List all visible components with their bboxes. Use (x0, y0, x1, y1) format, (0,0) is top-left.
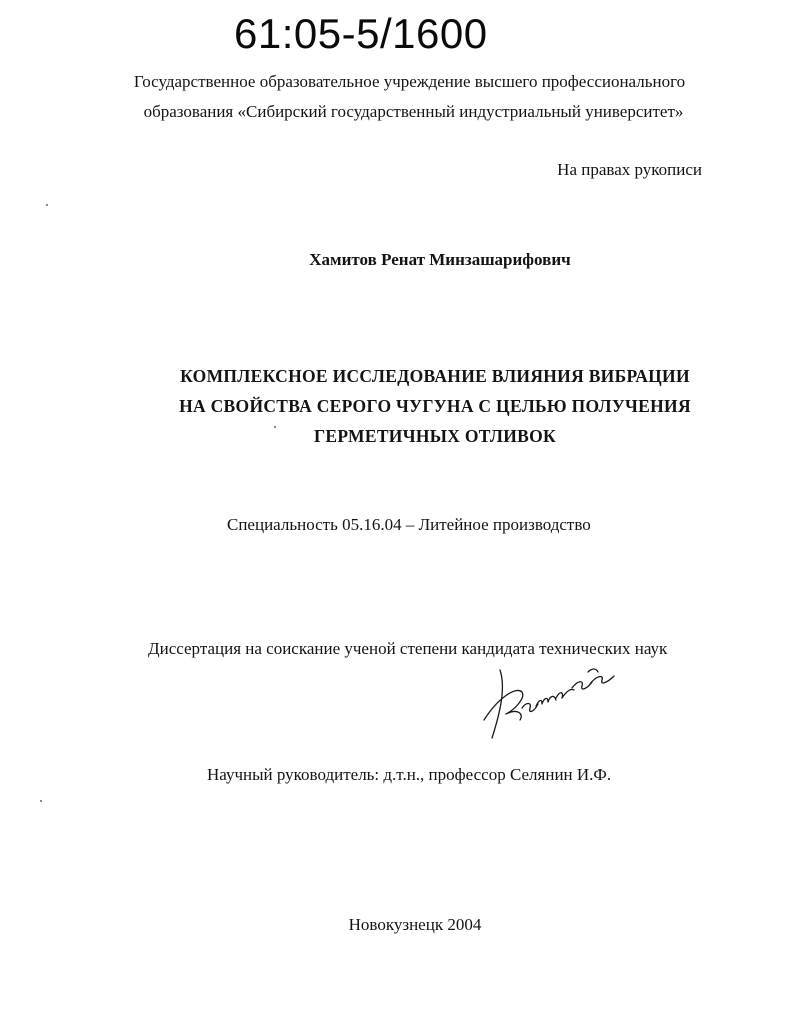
scan-speck (274, 426, 276, 428)
institution-line-1: Государственное образовательное учреждение высшего профессионального (133, 72, 686, 91)
title-line-3: ГЕРМЕТИЧНЫХ ОТЛИВОК (313, 426, 557, 446)
city-year: Новокузнецк 2004 (348, 915, 482, 934)
institution-line-2: образования «Сибирский государственный индустриальный университет» (143, 102, 684, 121)
author-name: Хамитов Ренат Минзашарифович (309, 250, 571, 269)
scan-speck (46, 204, 48, 206)
title-line-1: КОМПЛЕКСНОЕ ИССЛЕДОВАНИЕ ВЛИЯНИЯ ВИБРАЦИИ (180, 366, 690, 386)
catalog-number: 61:05-5/1600 (234, 10, 488, 57)
scan-speck (40, 800, 42, 802)
scientific-supervisor: Научный руководитель: д.т.н., профессор Селянин И.Ф. (207, 765, 612, 784)
specialty: Специальность 05.16.04 – Литейное производство (227, 515, 591, 534)
rights-note: На правах рукописи (557, 160, 702, 179)
title-line-2: НА СВОЙСТВА СЕРОГО ЧУГУНА С ЦЕЛЬЮ ПОЛУЧЕНИЯ (179, 396, 691, 416)
degree-statement: Диссертация на соискание ученой степени кандидата технических наук (148, 639, 668, 658)
author-signature (478, 658, 628, 748)
